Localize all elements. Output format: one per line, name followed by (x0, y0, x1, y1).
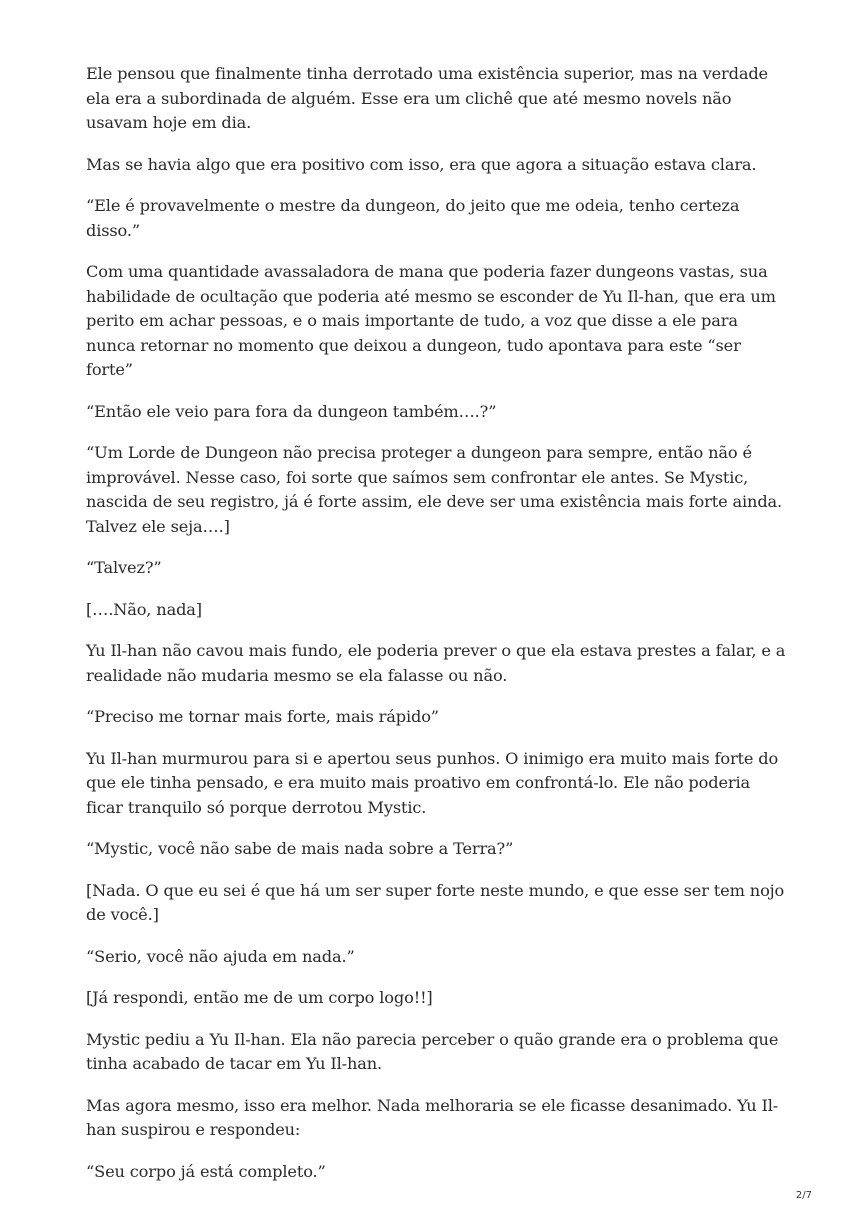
paragraph: Com uma quantidade avassaladora de mana que poderia fazer dungeons vastas, sua habilidade de ocultação que poderia até mesmo se esconder de Yu Il-han, que era um perito em achar pessoas, e o mais importante de tudo, a voz que disse a ele para nunca retornar no momento que deixou a dungeon, tudo apontava para este “ser forte” (86, 262, 776, 379)
document-body (86, 62, 786, 1201)
paragraph: Mystic pediu a Yu Il-han. Ela não parecia perceber o quão grande era o problema que tinha acabado de tacar em Yu Il-han. (86, 1029, 779, 1073)
paragraph: Ele pensou que finalmente tinha derrotado uma existência superior, mas na verdade ela era a subordinada de alguém. Esse era um clichê que até mesmo novels não usavam hoje em dia. (86, 64, 768, 132)
paragraph: “Um Lorde de Dungeon não precisa proteger a dungeon para sempre, então não é improvável. Nesse caso, foi sorte que saímos sem confrontar ele antes. Se Mystic, nascida de seu registro, já é forte assim, ele deve ser uma existência mais forte ainda. Talvez ele seja….] (86, 443, 783, 536)
paragraph: [Já respondi, então me de um corpo logo!!] (86, 988, 433, 1007)
paragraph: “Talvez?” (86, 558, 162, 577)
paragraph: “Seu corpo já está completo.” (86, 1161, 326, 1181)
paragraph: “Mystic, você não sabe de mais nada sobre a Terra?” (86, 839, 514, 858)
paragraph: “Ele é provavelmente o mestre da dungeon, do jeito que me odeia, tenho certeza disso.” (86, 196, 740, 240)
paragraph: “Preciso me tornar mais forte, mais rápido” (86, 707, 439, 726)
page-number: 2/7 (795, 1190, 812, 1201)
paragraph: Mas agora mesmo, isso era melhor. Nada melhoraria se ele ficasse desanimado. Yu Il-han suspirou e respondeu: (86, 1095, 779, 1139)
paragraph: “Então ele veio para fora da dungeon também….?” (86, 401, 497, 421)
paragraph: [Nada. O que eu sei é que há um ser super forte neste mundo, e que esse ser tem nojo de você.] (86, 880, 785, 924)
paragraph: Yu Il-han murmurou para si e apertou seus punhos. O inimigo era muito mais forte do que ele tinha pensado, e era muito mais proativo em confrontá-lo. Ele não poderia ficar tranquilo só porque derrotou Mystic. (86, 748, 779, 817)
paragraph: Mas se havia algo que era positivo com isso, era que agora a situação estava clara. (86, 154, 757, 174)
paragraph: Yu Il-han não cavou mais fundo, ele poderia prever o que ela estava prestes a falar, e a realidade não mudaria mesmo se ela falasse ou não. (86, 641, 786, 685)
paragraph: “Serio, você não ajuda em nada.” (86, 946, 355, 966)
paragraph: [….Não, nada] (86, 599, 202, 619)
